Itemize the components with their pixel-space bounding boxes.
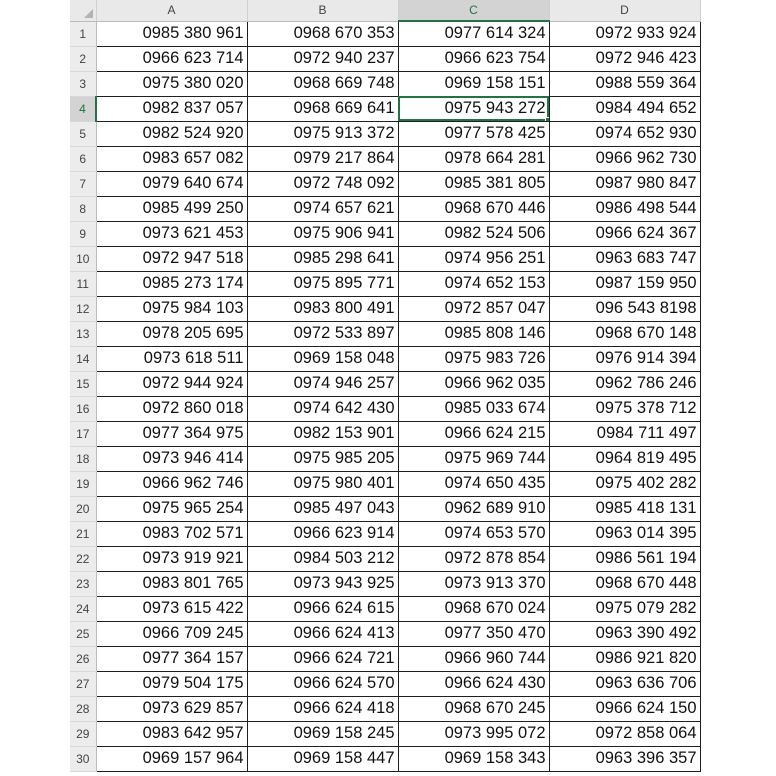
cell[interactable]: 0972 860 018	[96, 396, 247, 421]
cell[interactable]: 0975 906 941	[247, 221, 398, 246]
row-header[interactable]: 15	[70, 371, 96, 396]
cell[interactable]: 0977 364 157	[96, 646, 247, 671]
table-row	[70, 21, 700, 46]
cell[interactable]: 0968 670 148	[549, 321, 700, 346]
row-header[interactable]: 18	[70, 446, 96, 471]
cell[interactable]: 0964 819 495	[549, 446, 700, 471]
column-header-a[interactable]: A	[96, 0, 247, 21]
cell[interactable]: 0983 801 765	[96, 571, 247, 596]
cell[interactable]: 0975 895 771	[247, 271, 398, 296]
cell[interactable]: 0986 921 820	[549, 646, 700, 671]
cell[interactable]: 0962 689 910	[398, 496, 549, 521]
cell[interactable]: 0966 624 430	[398, 671, 549, 696]
row-header[interactable]: 9	[70, 221, 96, 246]
row-header[interactable]: 7	[70, 171, 96, 196]
cell[interactable]: 0975 380 020	[96, 71, 247, 96]
cell[interactable]: 0966 624 570	[247, 671, 398, 696]
cell[interactable]: 0985 808 146	[398, 321, 549, 346]
cell[interactable]: 0983 702 571	[96, 521, 247, 546]
row-header[interactable]: 24	[70, 596, 96, 621]
cell[interactable]: 0966 962 035	[398, 371, 549, 396]
table-row	[70, 496, 700, 521]
row-header[interactable]: 27	[70, 671, 96, 696]
cell[interactable]: 0975 985 205	[247, 446, 398, 471]
cell[interactable]: 0975 079 282	[549, 596, 700, 621]
cell[interactable]: 0972 858 064	[549, 721, 700, 746]
table-row	[70, 646, 700, 671]
table-row	[70, 421, 700, 446]
row-header[interactable]: 4	[70, 96, 96, 121]
row-header[interactable]: 26	[70, 646, 96, 671]
cell[interactable]: 0968 670 024	[398, 596, 549, 621]
row-header[interactable]: 6	[70, 146, 96, 171]
cell[interactable]: 0987 159 950	[549, 271, 700, 296]
cell[interactable]: 0963 683 747	[549, 246, 700, 271]
row-header[interactable]: 25	[70, 621, 96, 646]
cell[interactable]: 0969 158 245	[247, 721, 398, 746]
cell[interactable]: 0975 402 282	[549, 471, 700, 496]
cell[interactable]: 0983 642 957	[96, 721, 247, 746]
cell[interactable]: 0972 940 237	[247, 46, 398, 71]
cell[interactable]: 0966 623 754	[398, 46, 549, 71]
cell[interactable]: 0977 350 470	[398, 621, 549, 646]
cell[interactable]: 0966 624 418	[247, 696, 398, 721]
cell[interactable]: 0968 669 641	[247, 96, 398, 121]
cell[interactable]: 0972 933 924	[549, 21, 700, 46]
table-row	[70, 521, 700, 546]
cell[interactable]: 0966 624 150	[549, 696, 700, 721]
cell[interactable]: 0985 497 043	[247, 496, 398, 521]
cell[interactable]: 0973 618 511	[96, 346, 247, 371]
table-row	[70, 296, 700, 321]
row-header[interactable]: 10	[70, 246, 96, 271]
cell[interactable]: 0978 205 695	[96, 321, 247, 346]
row-header[interactable]: 20	[70, 496, 96, 521]
cell[interactable]: 0977 364 975	[96, 421, 247, 446]
cell[interactable]: 0974 946 257	[247, 371, 398, 396]
cell[interactable]: 0968 670 353	[247, 21, 398, 46]
cell[interactable]: 0985 033 674	[398, 396, 549, 421]
cell[interactable]: 0966 624 367	[549, 221, 700, 246]
table-row	[70, 371, 700, 396]
cell[interactable]: 0963 390 492	[549, 621, 700, 646]
cell[interactable]: 0984 503 212	[247, 546, 398, 571]
cell[interactable]: 0985 380 961	[96, 21, 247, 46]
cell[interactable]: 0977 578 425	[398, 121, 549, 146]
cell[interactable]: 0968 669 748	[247, 71, 398, 96]
cell[interactable]: 0972 857 047	[398, 296, 549, 321]
row-header[interactable]: 16	[70, 396, 96, 421]
cell[interactable]: 0975 983 726	[398, 346, 549, 371]
table-row	[70, 146, 700, 171]
cell[interactable]: 0974 652 153	[398, 271, 549, 296]
cell[interactable]: 0984 494 652	[549, 96, 700, 121]
cell[interactable]: 0973 995 072	[398, 721, 549, 746]
table-row	[70, 321, 700, 346]
cell[interactable]: 0974 650 435	[398, 471, 549, 496]
table-row	[70, 721, 700, 746]
row-header[interactable]: 17	[70, 421, 96, 446]
row-header[interactable]: 5	[70, 121, 96, 146]
table-row	[70, 396, 700, 421]
cell[interactable]: 0966 962 730	[549, 146, 700, 171]
row-header[interactable]: 21	[70, 521, 96, 546]
cell[interactable]: 0982 524 506	[398, 221, 549, 246]
cell[interactable]: 0963 014 395	[549, 521, 700, 546]
row-header[interactable]: 12	[70, 296, 96, 321]
cell[interactable]: 0979 504 175	[96, 671, 247, 696]
cell[interactable]: 0975 969 744	[398, 446, 549, 471]
select-all-button[interactable]	[70, 0, 96, 21]
table-row	[70, 596, 700, 621]
row-header[interactable]: 1	[70, 21, 96, 46]
cell[interactable]: 0975 984 103	[96, 296, 247, 321]
cell[interactable]: 0986 561 194	[549, 546, 700, 571]
column-header-c[interactable]: C	[398, 0, 549, 21]
cell[interactable]: 0968 670 446	[398, 196, 549, 221]
cell[interactable]: 0973 913 370	[398, 571, 549, 596]
row-header[interactable]: 19	[70, 471, 96, 496]
cell[interactable]: 0983 800 491	[247, 296, 398, 321]
row-header[interactable]: 2	[70, 46, 96, 71]
row-header[interactable]: 11	[70, 271, 96, 296]
row-header[interactable]: 13	[70, 321, 96, 346]
column-header-d[interactable]: D	[549, 0, 700, 21]
cell[interactable]: 0979 640 674	[96, 171, 247, 196]
cell[interactable]: 0966 624 413	[247, 621, 398, 646]
cell[interactable]: 0966 709 245	[96, 621, 247, 646]
table-row	[70, 96, 700, 121]
table-row	[70, 621, 700, 646]
row-header[interactable]: 22	[70, 546, 96, 571]
cell[interactable]: 0987 980 847	[549, 171, 700, 196]
cell[interactable]: 0969 158 447	[247, 746, 398, 771]
cell[interactable]: 0966 962 746	[96, 471, 247, 496]
cell[interactable]: 0962 786 246	[549, 371, 700, 396]
table-row	[70, 246, 700, 271]
row-header[interactable]: 14	[70, 346, 96, 371]
table-row	[70, 546, 700, 571]
row-header[interactable]: 28	[70, 696, 96, 721]
table-row	[70, 121, 700, 146]
cell[interactable]: 0966 960 744	[398, 646, 549, 671]
table-row	[70, 696, 700, 721]
row-header[interactable]: 23	[70, 571, 96, 596]
cell[interactable]: 0973 629 857	[96, 696, 247, 721]
cell[interactable]: 0985 499 250	[96, 196, 247, 221]
cell[interactable]: 0966 623 914	[247, 521, 398, 546]
cell[interactable]: 0982 153 901	[247, 421, 398, 446]
cell[interactable]: 0972 878 854	[398, 546, 549, 571]
active-cell[interactable]: 0975 943 272	[398, 96, 549, 121]
row-header[interactable]: 3	[70, 71, 96, 96]
row-header[interactable]: 8	[70, 196, 96, 221]
cell[interactable]: 0974 642 430	[247, 396, 398, 421]
cell[interactable]: 0982 524 920	[96, 121, 247, 146]
row-header[interactable]: 29	[70, 721, 96, 746]
table-row	[70, 196, 700, 221]
column-header-b[interactable]: B	[247, 0, 398, 21]
table-row	[70, 746, 700, 771]
cell[interactable]: 0975 980 401	[247, 471, 398, 496]
cell[interactable]: 0974 657 621	[247, 196, 398, 221]
cell[interactable]: 0963 636 706	[549, 671, 700, 696]
cell[interactable]: 0985 381 805	[398, 171, 549, 196]
cell[interactable]: 0979 217 864	[247, 146, 398, 171]
row-header[interactable]: 30	[70, 746, 96, 771]
table-row	[70, 471, 700, 496]
spreadsheet-grid	[70, 0, 701, 772]
cell[interactable]: 0984 711 497	[549, 421, 700, 446]
table-row	[70, 446, 700, 471]
cell[interactable]: 0973 919 921	[96, 546, 247, 571]
cell[interactable]: 0968 670 245	[398, 696, 549, 721]
cell[interactable]: 0988 559 364	[549, 71, 700, 96]
cell[interactable]: 0969 157 964	[96, 746, 247, 771]
cell[interactable]: 0976 914 394	[549, 346, 700, 371]
cell[interactable]: 0972 944 924	[96, 371, 247, 396]
cell[interactable]: 0985 273 174	[96, 271, 247, 296]
cell[interactable]: 0977 614 324	[398, 21, 549, 46]
cell[interactable]: 0966 624 721	[247, 646, 398, 671]
cell[interactable]: 0973 615 422	[96, 596, 247, 621]
cell[interactable]: 0972 946 423	[549, 46, 700, 71]
cell[interactable]: 0975 965 254	[96, 496, 247, 521]
cell[interactable]: 096 543 8198	[549, 296, 700, 321]
table-row	[70, 46, 700, 71]
cell[interactable]: 0966 623 714	[96, 46, 247, 71]
cell[interactable]: 0982 837 057	[96, 96, 247, 121]
cell[interactable]: 0969 158 343	[398, 746, 549, 771]
table-row	[70, 171, 700, 196]
cell[interactable]: 0972 748 092	[247, 171, 398, 196]
table-row	[70, 71, 700, 96]
table-row	[70, 671, 700, 696]
table-row	[70, 346, 700, 371]
table-row	[70, 271, 700, 296]
cell[interactable]: 0974 653 570	[398, 521, 549, 546]
cell[interactable]: 0973 621 453	[96, 221, 247, 246]
column-header-row	[70, 0, 700, 21]
cell[interactable]: 0969 158 048	[247, 346, 398, 371]
cell[interactable]: 0972 533 897	[247, 321, 398, 346]
cell[interactable]: 0986 498 544	[549, 196, 700, 221]
cell[interactable]: 0978 664 281	[398, 146, 549, 171]
table-row	[70, 221, 700, 246]
cell[interactable]: 0975 913 372	[247, 121, 398, 146]
table-row	[70, 571, 700, 596]
cell[interactable]: 0969 158 151	[398, 71, 549, 96]
cell[interactable]: 0963 396 357	[549, 746, 700, 771]
cell[interactable]: 0966 624 615	[247, 596, 398, 621]
cell[interactable]: 0985 298 641	[247, 246, 398, 271]
cell[interactable]: 0974 956 251	[398, 246, 549, 271]
cell[interactable]: 0972 947 518	[96, 246, 247, 271]
cell[interactable]: 0966 624 215	[398, 421, 549, 446]
cell[interactable]: 0985 418 131	[549, 496, 700, 521]
cell[interactable]: 0973 943 925	[247, 571, 398, 596]
cell[interactable]: 0975 378 712	[549, 396, 700, 421]
cell[interactable]: 0983 657 082	[96, 146, 247, 171]
cell[interactable]: 0968 670 448	[549, 571, 700, 596]
cell[interactable]: 0974 652 930	[549, 121, 700, 146]
cell[interactable]: 0973 946 414	[96, 446, 247, 471]
